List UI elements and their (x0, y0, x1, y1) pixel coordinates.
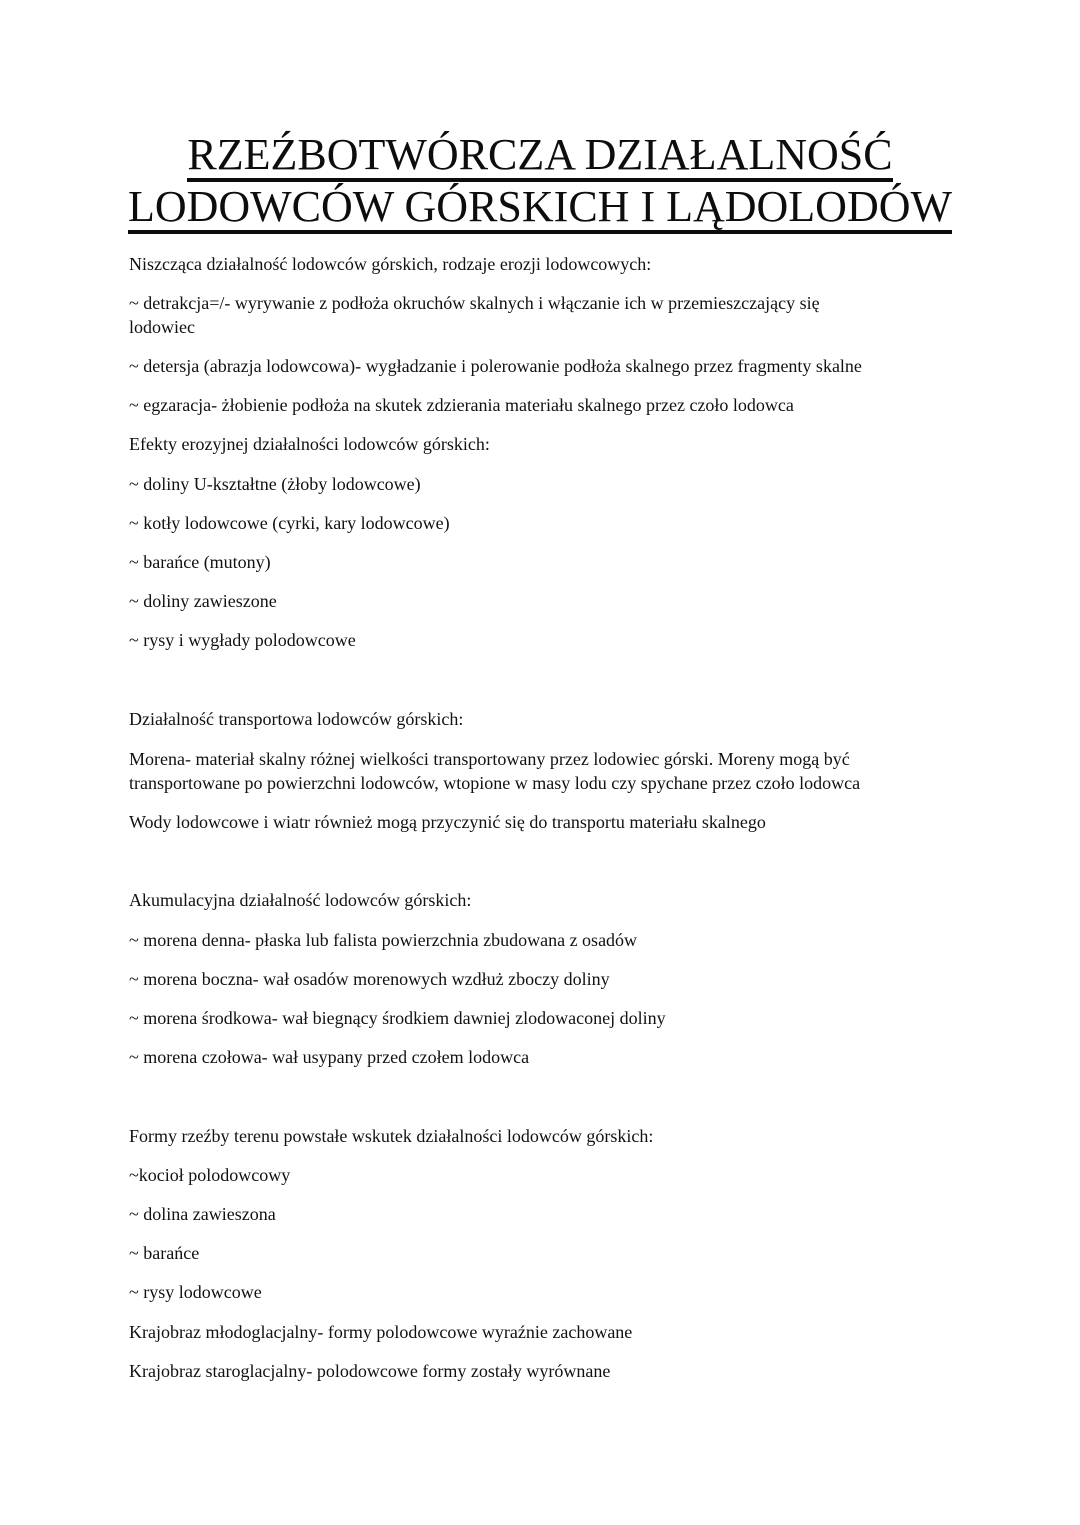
section-heading-accumulation: Akumulacyjna działalność lodowców górskich: (129, 890, 472, 910)
paragraph-morena-line-2: transportowane po powierzchni lodowców, wtopione w masy lodu czy spychane przez czoło lodowca (129, 773, 861, 793)
title-text-2: LODOWCÓW GÓRSKICH I LĄDOLODÓW (128, 184, 952, 234)
list-item-hanging-valleys: ~ doliny zawieszone (129, 591, 277, 611)
paragraph-water-wind: Wody lodowcowe i wiatr również mogą przyczynić się do transportu materiału skalnego (129, 812, 766, 832)
list-item-detrakcja-line-1: ~ detrakcja=/- wyrywanie z podłoża okruchów skalnych i włączanie ich w przemieszczający się (129, 293, 820, 313)
list-item-terminal-moraine: ~ morena czołowa- wał usypany przed czołem lodowca (129, 1047, 530, 1067)
title-text-1: RZEŹBOTWÓRCZA DZIAŁALNOŚĆ (187, 132, 892, 182)
list-item-cirques: ~ kotły lodowcowe (cyrki, kary lodowcowe) (129, 513, 450, 533)
list-item-roches-moutonnees: ~ barańce (mutony) (129, 552, 271, 572)
list-item-glacial-striations: ~ rysy i wygłady polodowcowe (129, 630, 356, 650)
list-item-egzaracja: ~ egzaracja- żłobienie podłoża na skutek zdzierania materiału skalnego przez czoło lodowca (129, 395, 794, 415)
list-item-lateral-moraine: ~ morena boczna- wał osadów morenowych wzdłuż zboczy doliny (129, 969, 610, 989)
list-item-medial-moraine: ~ morena środkowa- wał biegnący środkiem dawniej zlodowaconej doliny (129, 1008, 666, 1028)
list-item-striations: ~ rysy lodowcowe (129, 1282, 262, 1302)
document-title-line-2 (0, 182, 1080, 234)
section-heading-transport: Działalność transportowa lodowców górskich: (129, 709, 464, 729)
section-heading-erosion-types: Niszcząca działalność lodowców górskich, rodzaje erozji lodowcowych: (129, 254, 652, 274)
document-title-line-1 (0, 130, 1080, 182)
list-item-u-valleys: ~ doliny U-kształtne (żłoby lodowcowe) (129, 474, 421, 494)
paragraph-young-glacial-landscape: Krajobraz młodoglacjalny- formy polodowcowe wyraźnie zachowane (129, 1322, 633, 1342)
list-item-roche-moutonnee: ~ barańce (129, 1243, 200, 1263)
section-heading-erosion-effects: Efekty erozyjnej działalności lodowców górskich: (129, 434, 490, 454)
paragraph-old-glacial-landscape: Krajobraz staroglacjalny- polodowcowe formy zostały wyrównane (129, 1361, 611, 1381)
list-item-detrakcja-line-2: lodowiec (129, 317, 195, 337)
paragraph-morena-line-1: Morena- materiał skalny różnej wielkości transportowany przez lodowiec górski. Moreny mogą być (129, 749, 850, 769)
list-item-ground-moraine: ~ morena denna- płaska lub falista powierzchnia zbudowana z osadów (129, 930, 638, 950)
section-heading-landforms: Formy rzeźby terenu powstałe wskutek działalności lodowców górskich: (129, 1126, 654, 1146)
list-item-hanging-valley: ~ dolina zawieszona (129, 1204, 276, 1224)
list-item-cirque: ~kocioł polodowcowy (129, 1165, 291, 1185)
list-item-detersja: ~ detersja (abrazja lodowcowa)- wygładzanie i polerowanie podłoża skalnego przez fragmenty skalne (129, 356, 862, 376)
